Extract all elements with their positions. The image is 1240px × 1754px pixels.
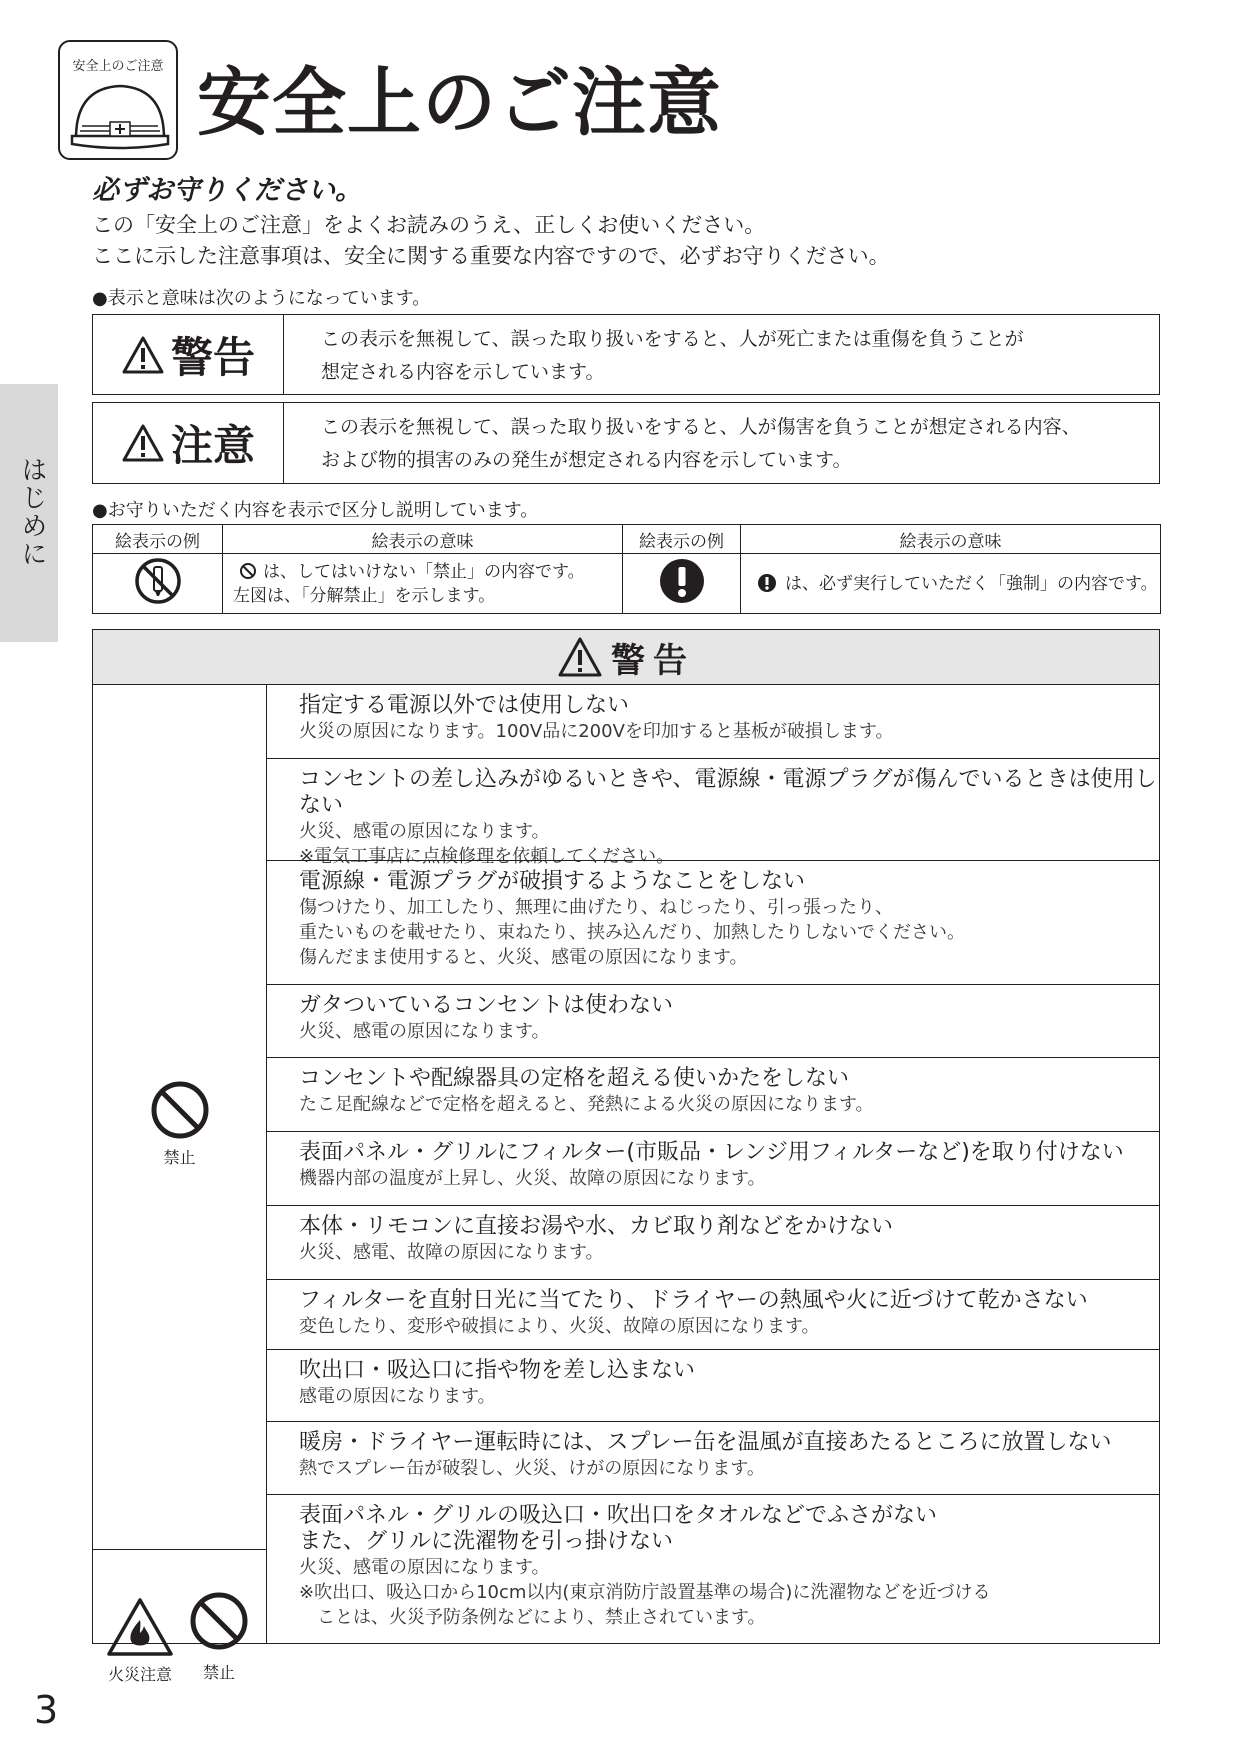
warning-section [92, 629, 1160, 1684]
warning-item-detail: 火災、感電の原因になります。 [299, 821, 550, 842]
warning-item-detail: 感電の原因になります。 [299, 1386, 496, 1407]
page-title: 安全上のご注意 [197, 60, 722, 146]
warning-item-title: 指定する電源以外では使用しない [299, 693, 630, 718]
warning-item-detail: 火災の原因になります。100V品に200Vを印加すると基板が破損します。 [299, 721, 894, 742]
fire-caution-icon [105, 1596, 175, 1658]
warning-item-detail: ※吹出口、吸込口から10cm以内(東京消防庁設置基準の場合)に洗濯物などを近づける [299, 1582, 991, 1603]
badge-label: 安全上のご注意 [72, 59, 164, 74]
warning-item-detail: 変色したり、変形や破損により、火災、故障の原因になります。 [299, 1316, 820, 1337]
prohibit-small-icon [239, 562, 257, 580]
warning-word: 警告 [170, 332, 255, 382]
warning-item [267, 684, 1159, 758]
warning-item-title: コンセントや配線器具の定格を超える使いかたをしない [299, 1066, 850, 1091]
warning-item [267, 758, 1159, 867]
warning-desc-1: この表示を無視して、誤った取り扱いをすると、人が死亡または重傷を負うことが [321, 328, 1024, 350]
warning-item-title: 電源線・電源プラグが破損するようなことをしない [299, 869, 806, 894]
intro-line-2: ここに示した注意事項は、安全に関する重要な内容ですので、必ずお守りください。 [92, 244, 890, 268]
caution-desc-2: および物的損害のみの発生が想定される内容を示しています。 [321, 449, 852, 471]
warning-desc-2: 想定される内容を示しています。 [321, 361, 605, 383]
warning-item [267, 1057, 1159, 1131]
helmet-icon [68, 78, 172, 156]
warning-item [267, 860, 1159, 984]
warning-icon-column [93, 684, 267, 1684]
prohibit-line-2: 左図は、「分解禁止」を示します。 [233, 585, 496, 606]
side-tab-label: はじめに [17, 456, 47, 568]
warning-item-detail: 傷つけたり、加工したり、無理に曲げたり、ねじったり、引っ張ったり、 [299, 897, 893, 918]
warning-item-detail: 熱でスプレー缶が破裂し、火災、けがの原因になります。 [299, 1458, 765, 1479]
warning-item [267, 1421, 1159, 1494]
header-meaning-1: 絵表示の意味 [223, 525, 623, 554]
prohibit-icon-2 [188, 1590, 250, 1652]
header-example-1: 絵表示の例 [93, 525, 223, 554]
mandatory-line: は、必ず実行していただく「強制」の内容です。 [785, 573, 1158, 594]
warning-item-title: フィルターを直射日光に当てたり、ドライヤーの熱風や火に近づけて乾かさない [299, 1288, 1088, 1313]
warning-item-detail: 火災、感電の原因になります。 [299, 1557, 550, 1578]
section-badge [58, 40, 178, 160]
header-meaning-2: 絵表示の意味 [741, 525, 1161, 554]
disassembly-prohibited-cell [93, 554, 223, 614]
prohibit-label: 禁止 [163, 1148, 196, 1167]
caution-desc-1: この表示を無視して、誤った取り扱いをすると、人が傷害を負うことが想定される内容、 [321, 416, 1081, 438]
warning-triangle-icon [557, 636, 603, 678]
warning-item-detail: 火災、感電の原因になります。 [299, 1021, 550, 1042]
caution-word: 注意 [170, 421, 255, 470]
prohibit-meaning-cell [223, 554, 623, 614]
header-example-2: 絵表示の例 [623, 525, 741, 554]
fire-caution-label: 火災注意 [107, 1665, 172, 1684]
warning-item-detail: 重たいものを載せたり、束ねたり、挟み込んだり、加熱したりしないでください。 [299, 922, 965, 943]
warning-section-header [93, 630, 1159, 685]
warning-sign-box [92, 314, 1160, 395]
mandatory-meaning-cell [741, 554, 1161, 614]
must-heading: 必ずお守りください。 [92, 175, 362, 206]
page-number: 3 [34, 1688, 59, 1732]
warning-item [267, 1205, 1159, 1279]
warning-item-detail: 機器内部の温度が上昇し、火災、故障の原因になります。 [299, 1168, 766, 1189]
bullet-picto-explain: ●お守りいただく内容を表示で区分し説明しています。 [92, 500, 539, 521]
caution-sign-box [92, 402, 1160, 484]
warning-item-title-2: また、グリルに洗濯物を引っ掛けない [299, 1529, 674, 1554]
warning-item [267, 1131, 1159, 1205]
warning-item [267, 1494, 1159, 1643]
bullet-sign-meaning: ●表示と意味は次のようになっています。 [92, 288, 431, 309]
prohibit-icon [149, 1079, 211, 1141]
warning-item-detail: 傷んだまま使用すると、火災、感電の原因になります。 [299, 947, 748, 968]
warning-item [267, 1349, 1159, 1421]
mandatory-small-icon [757, 573, 777, 593]
prohibit-label-2: 禁止 [202, 1663, 235, 1682]
side-section-tab [0, 384, 58, 642]
warning-item-title: 表面パネル・グリルの吸込口・吹出口をタオルなどでふさがない [299, 1503, 938, 1528]
warning-item [267, 984, 1159, 1057]
warning-item-title: 吹出口・吸込口に指や物を差し込まない [299, 1358, 696, 1383]
pictogram-table [92, 524, 1160, 614]
warning-item-title: 暖房・ドライヤー運転時には、スプレー缶を温風が直接あたるところに放置しない [299, 1430, 1112, 1455]
warning-item-title: 本体・リモコンに直接お湯や水、カビ取り剤などをかけない [299, 1214, 894, 1239]
warning-item-title: 表面パネル・グリルにフィルター(市販品・レンジ用フィルターなど)を取り付けない [299, 1140, 1124, 1165]
caution-triangle-icon [121, 423, 165, 463]
warning-item-detail: 火災、感電、故障の原因になります。 [299, 1242, 604, 1263]
warning-item-detail: ことは、火災予防条例などにより、禁止されています。 [299, 1607, 766, 1628]
prohibit-line-1: は、してはいけない「禁止」の内容です。 [263, 561, 585, 582]
warning-item-detail: たこ足配線などで定格を超えると、発熱による火災の原因になります。 [299, 1094, 874, 1115]
warning-triangle-icon [121, 335, 165, 375]
mandatory-cell [623, 554, 741, 614]
warning-section-title: 警告 [611, 640, 695, 681]
warning-item [267, 1279, 1159, 1349]
intro-line-1: この「安全上のご注意」をよくお読みのうえ、正しくお使いください。 [92, 213, 766, 237]
warning-item-detail: ※電気工事店に点検修理を依頼してください。 [299, 846, 675, 867]
warning-item-title: ガタついているコンセントは使わない [299, 993, 674, 1018]
warning-item-title: コンセントの差し込みがゆるいときや、電源線・電源プラグが傷んでいるときは使用しない [299, 767, 1157, 818]
mandatory-icon [658, 557, 706, 605]
no-disassembly-icon [133, 556, 183, 606]
